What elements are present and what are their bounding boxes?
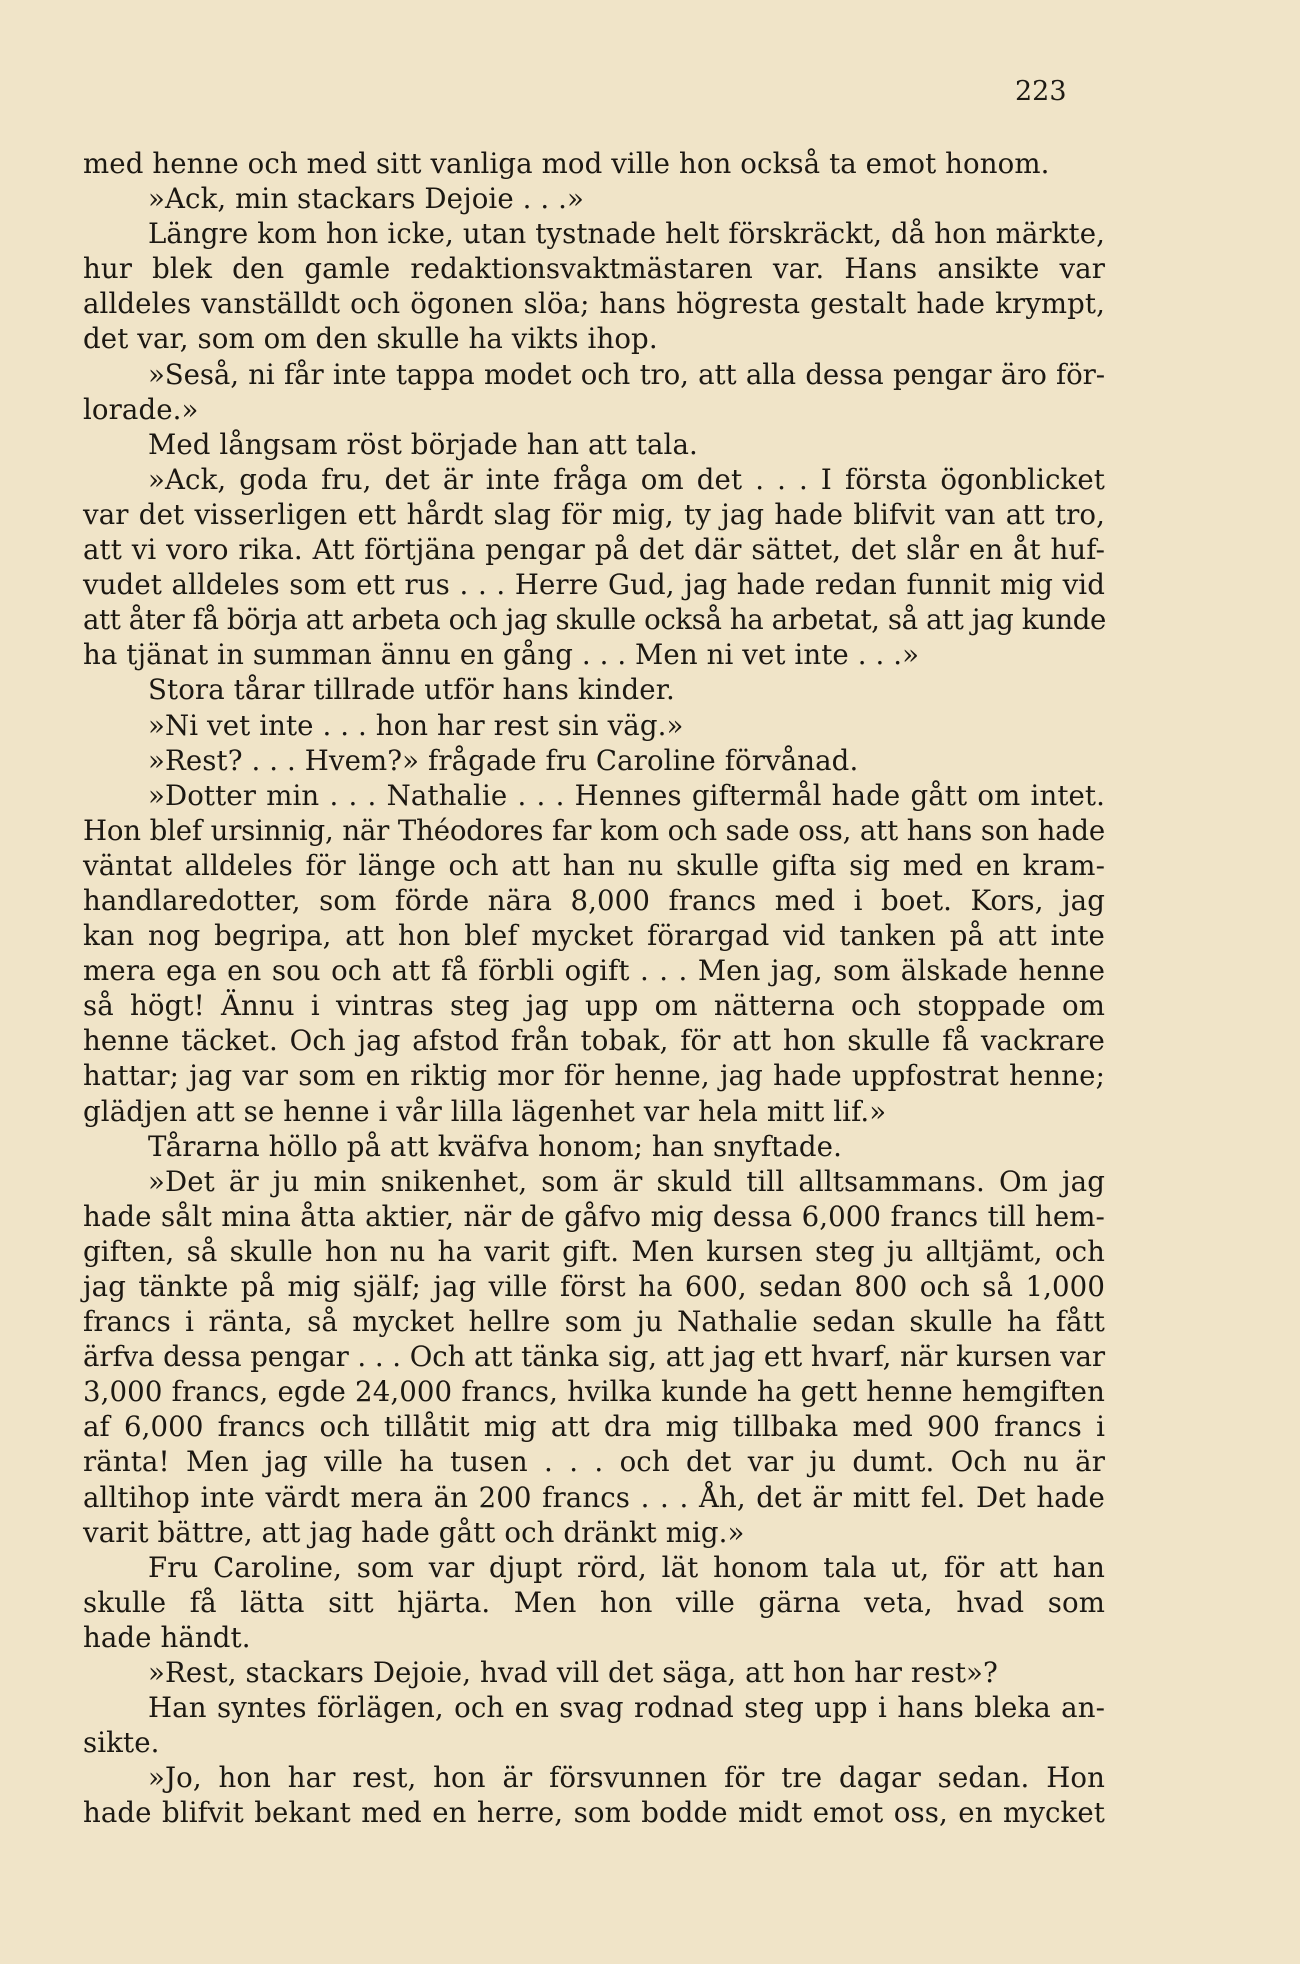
text-line: jag tänkte på mig själf; jag ville först ha 600, sedan 800 och så 1,000 xyxy=(83,1270,1105,1303)
text-line: att åter få börja att arbeta och jag skulle också ha arbetat, så att jag kunde xyxy=(83,603,1106,637)
text-line: skulle få lätta sitt hjärta. Men hon ville gärna veta, hvad som xyxy=(83,1585,1105,1619)
text-line: varit bättre, att jag hade gått och dränkt mig.» xyxy=(83,1515,745,1549)
text-line: hattar; jag var som en riktig mor för henne, jag hade uppfostrat henne; xyxy=(83,1059,1105,1093)
text-line: ha tjänat in summan ännu en gång . . . Men ni vet inte . . .» xyxy=(83,638,920,672)
text-line: ränta! Men jag ville ha tusen . . . och det var ju dumt. Och nu är xyxy=(83,1445,1105,1479)
text-line: hade sålt mina åtta aktier, när de gåfvo mig dessa 6,000 francs till hem- xyxy=(83,1199,1105,1233)
body-text xyxy=(83,146,1105,1831)
text-line: sikte. xyxy=(83,1726,160,1760)
text-line: så högt! Ännu i vintras steg jag upp om nätterna och stoppade om xyxy=(83,989,1105,1023)
text-line: mera ega en sou och att få förbli ogift . . . Men jag, som älskade henne xyxy=(83,954,1105,988)
text-line: vudet alldeles som ett rus . . . Herre Gud, jag hade redan funnit mig vid xyxy=(83,568,1105,602)
text-line: var det visserligen ett hårdt slag för mig, ty jag hade blifvit van att tro, xyxy=(83,497,1105,531)
text-line: »Jo, hon har rest, hon är försvunnen för tre dagar sedan. Hon xyxy=(148,1761,1105,1795)
text-line: francs i ränta, så mycket hellre som ju Nathalie sedan skulle ha fått xyxy=(83,1305,1105,1339)
text-line: »Seså, ni får inte tappa modet och tro, att alla dessa pengar äro för- xyxy=(148,357,1105,391)
text-line: alldeles vanställdt och ögonen slöa; hans högresta gestalt hade krympt, xyxy=(83,287,1105,321)
text-line: hade händt. xyxy=(83,1620,251,1654)
text-line: giften, så skulle hon nu ha varit gift. Men kursen steg ju alltjämt, och xyxy=(83,1234,1105,1268)
text-line: »Ack, goda fru, det är inte fråga om det . . . I första ögonblicket xyxy=(148,462,1105,496)
text-line: Stora tårar tillrade utför hans kinder. xyxy=(148,673,675,707)
text-line: hur blek den gamle redaktionsvaktmästaren var. Hans ansikte var xyxy=(83,252,1105,286)
text-line: Tårarna höllo på att kväfva honom; han snyftade. xyxy=(148,1129,842,1163)
text-line: Med långsam röst började han att tala. xyxy=(148,427,698,461)
text-line: ärfva dessa pengar . . . Och att tänka sig, att jag ett hvarf, när kursen var xyxy=(83,1340,1105,1374)
page-number: 223 xyxy=(1015,76,1067,107)
text-line: »Ack, min stackars Dejoie . . .» xyxy=(148,182,584,216)
text-line: »Rest? . . . Hvem?» frågade fru Caroline förvånad. xyxy=(148,743,859,777)
text-line: »Dotter min . . . Nathalie . . . Hennes giftermål hade gått om intet. xyxy=(148,778,1105,812)
text-line: af 6,000 francs och tillåtit mig att dra mig tillbaka med 900 francs i xyxy=(83,1410,1105,1444)
text-line: »Rest, stackars Dejoie, hvad vill det säga, att hon har rest»? xyxy=(148,1656,998,1690)
text-line: Hon blef ursinnig, när Théodores far kom och sade oss, att hans son hade xyxy=(83,813,1105,847)
text-line: »Det är ju min snikenhet, som är skuld till alltsammans. Om jag xyxy=(148,1164,1105,1198)
text-line: henne täcket. Och jag afstod från tobak, för att hon skulle få vackrare xyxy=(83,1024,1105,1058)
text-line: det var, som om den skulle ha vikts ihop. xyxy=(83,322,658,356)
text-line: »Ni vet inte . . . hon har rest sin väg.» xyxy=(148,708,684,742)
text-line: alltihop inte värdt mera än 200 francs . . . Åh, det är mitt fel. Det hade xyxy=(83,1480,1105,1514)
text-line: lorade.» xyxy=(83,392,199,426)
text-line: Längre kom hon icke, utan tystnade helt förskräckt, då hon märkte, xyxy=(148,217,1105,251)
text-line: kan nog begripa, att hon blef mycket förargad vid tanken på att inte xyxy=(83,919,1105,953)
text-line: väntat alldeles för länge och att han nu skulle gifta sig med en kram- xyxy=(83,848,1105,882)
text-line: med henne och med sitt vanliga mod ville hon också ta emot honom. xyxy=(83,147,1050,180)
text-line: 3,000 francs, egde 24,000 francs, hvilka kunde ha gett henne hemgiften xyxy=(83,1375,1105,1409)
text-line: hade blifvit bekant med en herre, som bodde midt emot oss, en mycket xyxy=(83,1796,1105,1830)
text-line: Han syntes förlägen, och en svag rodnad steg upp i hans bleka an- xyxy=(148,1691,1105,1725)
text-line: Fru Caroline, som var djupt rörd, lät honom tala ut, för att han xyxy=(148,1550,1105,1584)
text-line: glädjen att se henne i vår lilla lägenhet var hela mitt lif.» xyxy=(83,1094,887,1128)
text-line: handlaredotter, som förde nära 8,000 francs med i boet. Kors, jag xyxy=(83,883,1105,917)
text-line: att vi voro rika. Att förtjäna pengar på det där sättet, det slår en åt huf- xyxy=(83,533,1105,567)
